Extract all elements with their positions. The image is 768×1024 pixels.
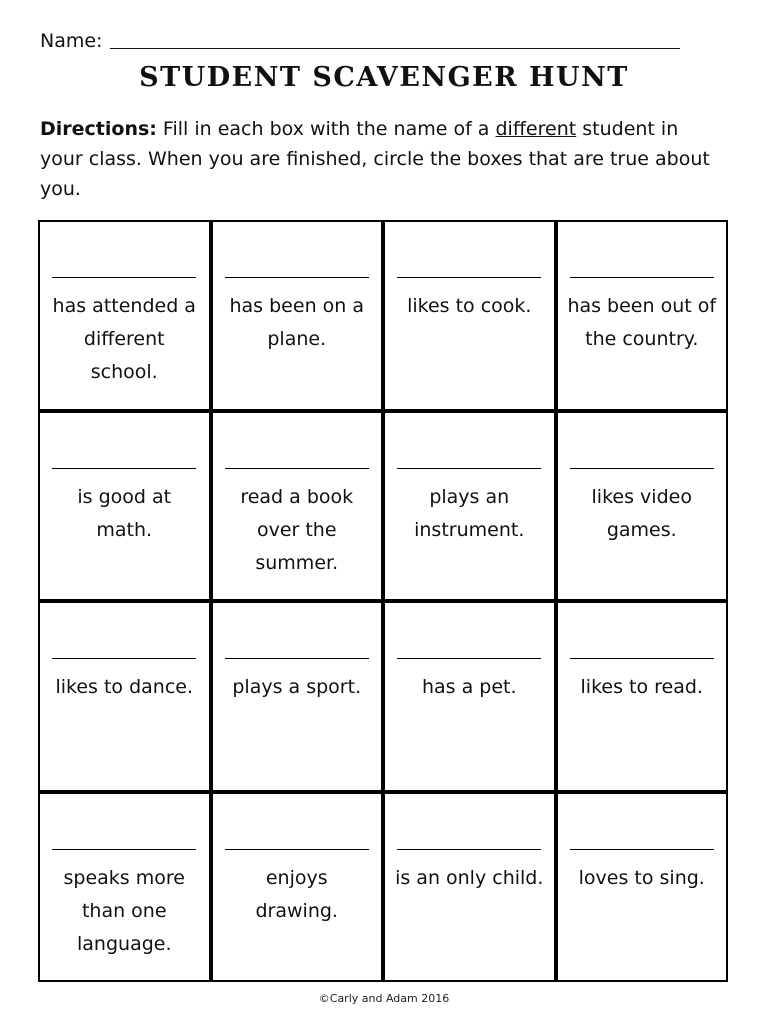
student-name-blank[interactable] [52,658,196,659]
grid-cell[interactable] [40,413,209,600]
student-name-blank[interactable] [570,849,714,850]
grid-cell[interactable] [385,413,554,600]
grid-cell[interactable] [385,222,554,409]
cell-prompt: enjoys drawing. [255,866,338,922]
cell-prompt: has been out of the country. [567,295,717,350]
cell-prompt: likes to read. [580,676,703,698]
grid-cell[interactable] [40,603,209,790]
directions-text-after: student in your class. When you are finished, circle the boxes that are true about you. [40,118,710,200]
student-name-blank[interactable] [397,658,541,659]
name-label: Name: [40,30,103,52]
student-name-blank[interactable] [397,277,541,278]
page-title: STUDENT SCAVENGER HUNT [139,62,629,93]
student-name-blank[interactable] [397,468,541,469]
student-name-blank[interactable] [225,277,369,278]
cell-prompt: speaks more than one language. [63,866,185,955]
grid-cell[interactable] [385,794,554,981]
student-name-blank[interactable] [52,468,196,469]
directions-underlined-word: different [495,118,577,140]
cell-prompt: has a pet. [421,676,517,698]
cell-prompt: is good at math. [77,485,172,541]
directions-label: Directions: [40,118,157,140]
student-name-blank[interactable] [52,849,196,850]
grid-cell[interactable] [213,222,382,409]
directions-text-before: Fill in each box with the name of a [156,118,496,140]
grid-cell[interactable] [40,222,209,409]
grid-cell[interactable] [213,794,382,981]
student-name-blank[interactable] [570,468,714,469]
cell-prompt: likes to dance. [55,676,194,698]
cell-prompt: is an only child. [395,866,544,889]
cell-prompt: has attended a different school. [52,295,196,383]
student-name-blank[interactable] [225,849,369,850]
grid-cell[interactable] [558,603,727,790]
grid-cell[interactable] [213,413,382,600]
cell-prompt: has been on a plane. [229,295,364,350]
student-name-blank[interactable] [570,277,714,278]
student-name-blank[interactable] [397,849,541,850]
grid-cell[interactable] [213,603,382,790]
cell-prompt: plays an instrument. [414,485,525,541]
directions-paragraph [40,114,720,204]
student-name-blank[interactable] [570,658,714,659]
cell-prompt: likes to cook. [407,295,532,317]
grid-cell[interactable] [40,794,209,981]
grid-cell[interactable] [558,413,727,600]
grid-cell[interactable] [558,222,727,409]
student-name-blank[interactable] [52,277,196,278]
student-name-blank[interactable] [225,468,369,469]
name-row [40,30,680,52]
scavenger-hunt-grid [38,220,728,982]
name-field-line[interactable] [110,48,680,49]
student-name-blank[interactable] [225,658,369,659]
cell-prompt: read a book over the summer. [240,485,354,574]
cell-prompt: likes video games. [591,485,692,541]
cell-prompt: loves to sing. [578,866,705,889]
grid-cell[interactable] [385,603,554,790]
copyright-footer: ©Carly and Adam 2016 [318,992,450,1005]
grid-cell[interactable] [558,794,727,981]
cell-prompt: plays a sport. [232,676,362,698]
